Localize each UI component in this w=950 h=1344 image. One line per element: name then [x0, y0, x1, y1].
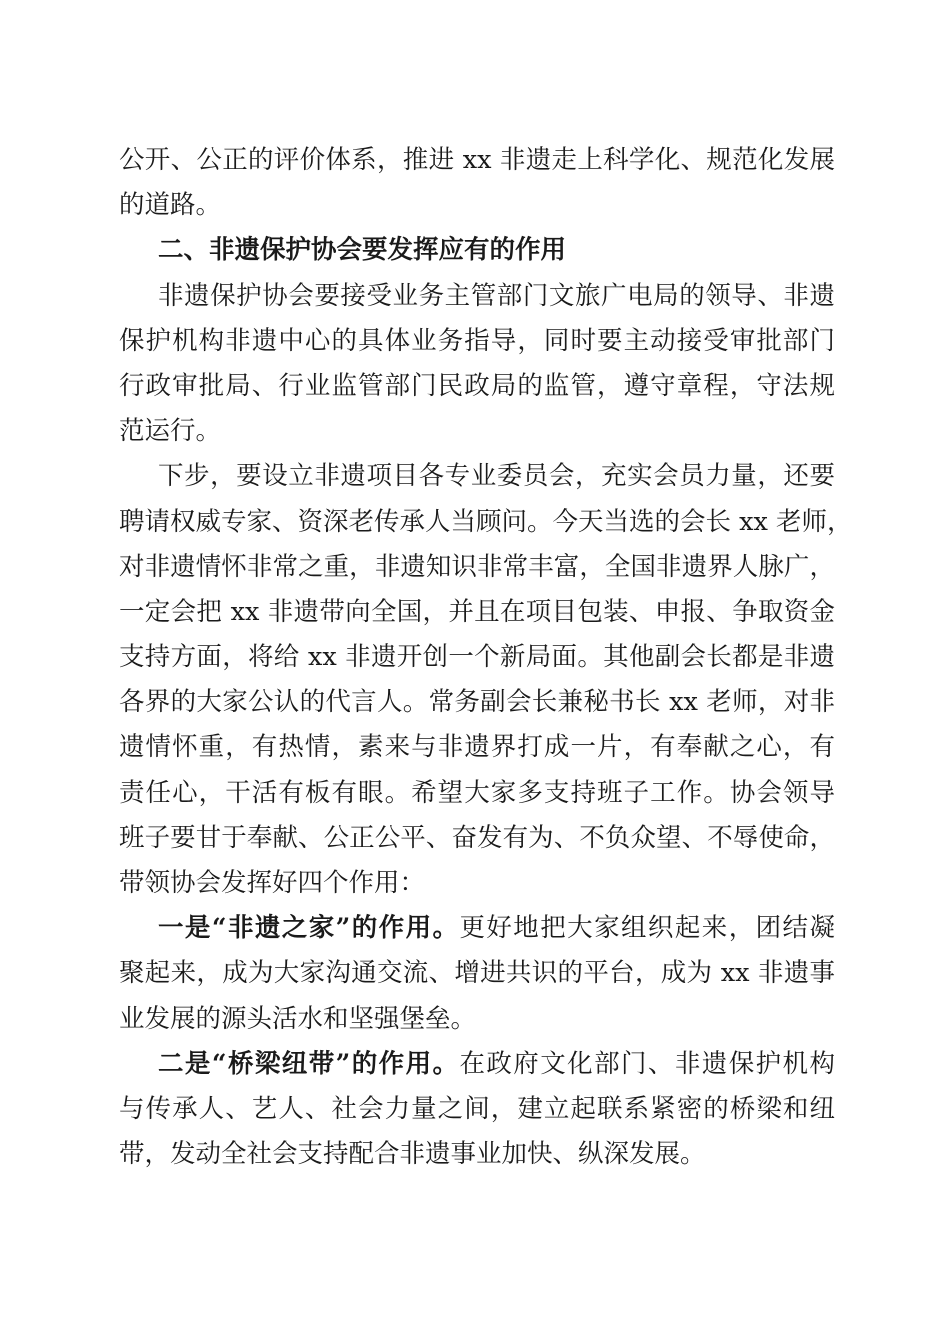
- text-line: 行政审批局、行业监管部门民政局的监管，遵守章程，守法规: [119, 370, 835, 401]
- text-line: 一定会把 xx 非遗带向全国，并且在项目包装、申报、争取资金: [119, 596, 835, 627]
- text-line: 责任心，干活有板有眼。希望大家多支持班子工作。协会领导: [119, 777, 835, 808]
- text-line: 业发展的源头活水和坚强堡垒。: [119, 1003, 477, 1034]
- text-line: [119, 1042, 835, 1087]
- text-line: 与传承人、艺人、社会力量之间，建立起联系紧密的桥梁和纽: [119, 1093, 835, 1124]
- text-line: 遗情怀重，有热情，素来与非遗界打成一片，有奉献之心，有: [119, 732, 835, 763]
- paragraph: [119, 454, 853, 906]
- text-line: 对非遗情怀非常之重，非遗知识非常丰富，全国非遗界人脉广，: [119, 551, 835, 582]
- text-line: 范运行。: [119, 416, 222, 447]
- text-line: 支持方面，将给 xx 非遗开创一个新局面。其他副会长都是非遗: [119, 642, 835, 673]
- lead-rest: 更好地把大家组织起来，团结凝: [459, 913, 835, 944]
- lead-phrase: 二是“桥梁纽带”的作用。: [158, 1048, 460, 1079]
- text-line: 保护机构非遗中心的具体业务指导，同时要主动接受审批部门: [119, 325, 835, 356]
- paragraph: [119, 274, 835, 455]
- paragraph: [119, 138, 835, 228]
- text-line: 带领协会发挥好四个作用：: [119, 868, 426, 898]
- text-line: 聚起来，成为大家沟通交流、增进共识的平台，成为 xx 非遗事: [119, 958, 835, 989]
- paragraph: [119, 1042, 835, 1178]
- section-heading: [119, 228, 835, 273]
- text-line: 聘请权威专家、资深老传承人当顾问。今天当选的会长 xx 老师，: [119, 506, 853, 537]
- text-line: [119, 906, 835, 951]
- text-line: 的道路。: [119, 190, 222, 221]
- lead-phrase: 一是“非遗之家”的作用。: [158, 913, 460, 944]
- text-line: 各界的大家公认的代言人。常务副会长兼秘书长 xx 老师，对非: [119, 687, 835, 718]
- text-line: 公开、公正的评价体系，推进 xx 非遗走上科学化、规范化发展: [119, 145, 835, 175]
- document-body: [119, 138, 853, 1177]
- text-line: 下步，要设立非遗项目各专业委员会，充实会员力量，还要: [158, 461, 835, 492]
- text-line: 班子要甘于奉献、公正公平、奋发有为、不负众望、不辱使命，: [119, 822, 835, 853]
- heading-text: 二、非遗保护协会要发挥应有的作用: [158, 235, 567, 266]
- lead-rest: 在政府文化部门、非遗保护机构: [459, 1048, 835, 1079]
- paragraph: [119, 906, 835, 1042]
- text-line: 非遗保护协会要接受业务主管部门文旅广电局的领导、非遗: [158, 280, 835, 311]
- text-line: 带，发动全社会支持配合非遗事业加快、纵深发展。: [119, 1139, 706, 1170]
